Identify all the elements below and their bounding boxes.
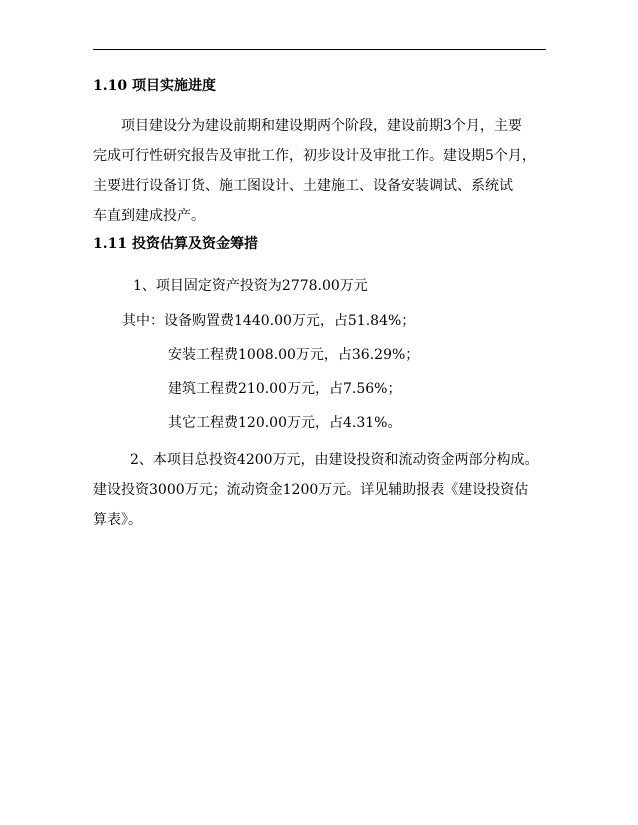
paragraph-line: 车直到建成投产。 <box>93 208 205 224</box>
paragraph-line: 算表》。 <box>93 512 142 528</box>
paragraph-line: 完成可行性研究报告及审批工作，初步设计及审批工作。建设期5个月， <box>93 148 536 164</box>
paragraph-line: 建设投资3000万元；流动资金1200万元。详见辅助报表《建设投资估 <box>93 482 529 498</box>
investment-item-2-paragraph <box>93 445 553 535</box>
investment-item-1: 1、项目固定资产投资为2778.00万元 <box>133 278 368 294</box>
paragraph-line: 2、本项目总投资4200万元，由建设投资和流动资金两部分构成。 <box>130 452 539 468</box>
paragraph-line: 主要进行设备订货、施工图设计、土建施工、设备安装调试、系统试 <box>93 178 513 194</box>
breakdown-installation: 安装工程费1008.00万元，占36.29%； <box>168 347 420 363</box>
breakdown-other: 其它工程费120.00万元，占4.31%。 <box>168 415 402 431</box>
implementation-paragraph <box>93 111 553 231</box>
section-heading-implementation: 1.10 项目实施进度 <box>93 78 216 94</box>
paragraph-line: 项目建设分为建设前期和建设期两个阶段，建设前期3个月，主要 <box>121 118 522 134</box>
header-rule <box>93 49 546 50</box>
breakdown-equipment: 其中：设备购置费1440.00万元，占51.84%； <box>122 313 416 329</box>
section-heading-investment: 1.11 投资估算及资金筹措 <box>93 236 258 252</box>
breakdown-construction: 建筑工程费210.00万元，占7.56%； <box>168 381 402 397</box>
